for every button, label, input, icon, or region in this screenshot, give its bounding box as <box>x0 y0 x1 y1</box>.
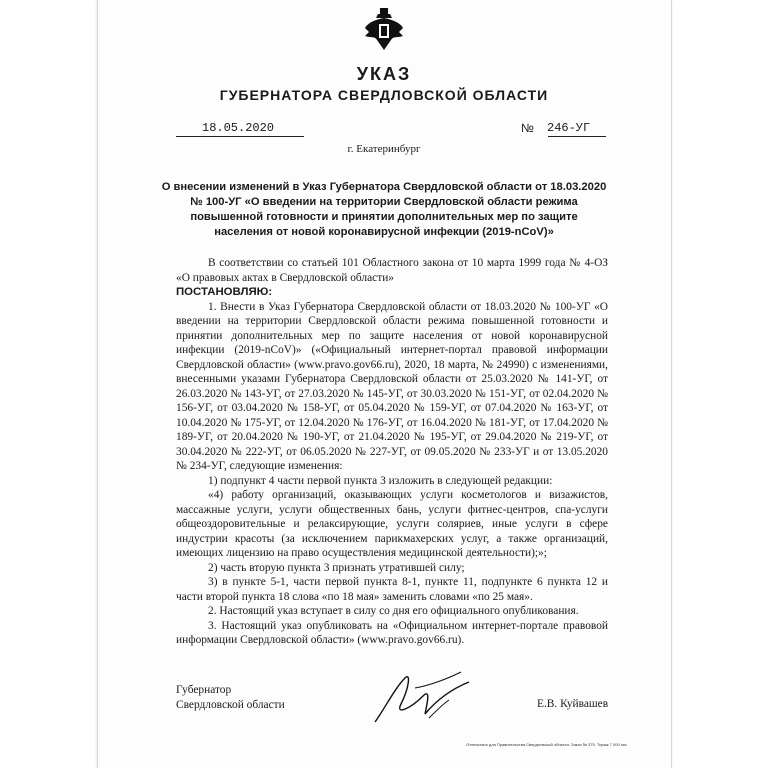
signer-role-line-1: Губернатор <box>176 684 232 696</box>
document-subtitle: ГУБЕРНАТОРА СВЕРДЛОВСКОЙ ОБЛАСТИ <box>219 87 549 103</box>
subitem-2: 2) часть вторую пункта 3 признать утратившей силу; <box>208 561 465 574</box>
item-3: 3. Настоящий указ опубликовать на «Официальном интернет-портале правовой информации Свердловской области» (www.pravo.gov66.ru). <box>176 619 608 646</box>
document-heading: О внесении изменений в Указ Губернатора Свердловской области от 18.03.2020 № 100-УГ «О введении на территории Свердловской области режима повышенной готовности и принятии дополнительных мер по защите населения от новой коронавирусной инфекции (2019-nCoV)» <box>161 181 607 238</box>
signer-role-line-2: Свердловской области <box>176 698 285 711</box>
signer-role <box>176 683 285 712</box>
subitem-1: 1) подпункт 4 части первой пункта 3 изложить в следующей редакции: <box>208 474 553 487</box>
document-title: УКАЗ <box>356 64 412 84</box>
print-footnote: Отпечатано для Правительства Свердловской области. Заказ № 375. Тираж 7 000 экз. <box>466 742 628 747</box>
signer-name: Е.В. Куйвашев <box>537 698 609 710</box>
item-2: 2. Настоящий указ вступает в силу со дня его официального опубликования. <box>208 605 579 617</box>
document-city: г. Екатеринбург <box>347 143 421 155</box>
number-underline <box>548 136 606 137</box>
subitem-3: 3) в пункте 5-1, части первой пункта 8-1, пункте 11, подпункте 6 пункта 12 и части второй пункта 18 слова «по 18 мая» заменить словами «по 25 мая». <box>176 576 608 603</box>
quoted-subitem: «4) работу организаций, оказывающих услуги косметологов и визажистов, массажные услуги, услуги общественных бань, услуги фитнес-центров, спа-услуги общеоздоровительные и релаксирующие, услуги соляриев, иные услуги в сфере индустрии красоты (за исключением парикмахерских услуг, а также организаций, имеющих лицензию на право осуществления медицинской деятельности);»; <box>176 489 608 559</box>
date-underline <box>176 136 304 137</box>
decree-word: ПОСТАНОВЛЯЮ: <box>176 286 273 298</box>
item-1: 1. Внести в Указ Губернатора Свердловской области от 18.03.2020 № 100-УГ «О введении на территории Свердловской области режима повышенной готовности и принятии дополнительных мер по защите населения от новой коронавирусной инфекции (2019-nCoV)» («Официальный интернет-портал правовой информации Свердловской области» (www.pravo.gov66.ru), 2020, 18 марта, № 24990) с изменениями, внесенными указами Губернатора Свердловской области от 25.03.2020 № 141-УГ, от 26.03.2020 № 143-УГ, от 27.03.2020 № 145-УГ, от 30.03.2020 № 151-УГ, от 02.04.2020 № 156-УГ, от 03.04.2020 № 158-УГ, от 05.04.2020 № 159-УГ, от 07.04.2020 № 163-УГ, от 10.04.2020 № 175-УГ, от 12.04.2020 № 176-УГ, от 16.04.2020 № 181-УГ, от 17.04.2020 № 189-УГ, от 20.04.2020 № 190-УГ, от 21.04.2020 № 195-УГ, от 29.04.2020 № 219-УГ, от 30.04.2020 № 222-УГ, от 06.05.2020 № 227-УГ, от 09.05.2020 № 233-УГ и от 13.05.2020 № 234-УГ, следующие изменения: <box>176 300 608 472</box>
coat-of-arms-emblem <box>363 6 405 54</box>
page-border-right <box>671 0 672 768</box>
document-date: 18.05.2020 <box>202 121 275 135</box>
document-number: 246-УГ <box>547 121 591 135</box>
document-body <box>176 256 608 648</box>
number-sign: № <box>521 121 534 135</box>
page-border-left <box>97 0 98 768</box>
preamble: В соответствии со статьей 101 Областного закона от 10 марта 1999 года № 4-ОЗ «О правовых актах в Свердловской области» <box>176 257 608 284</box>
handwritten-signature <box>365 658 475 730</box>
